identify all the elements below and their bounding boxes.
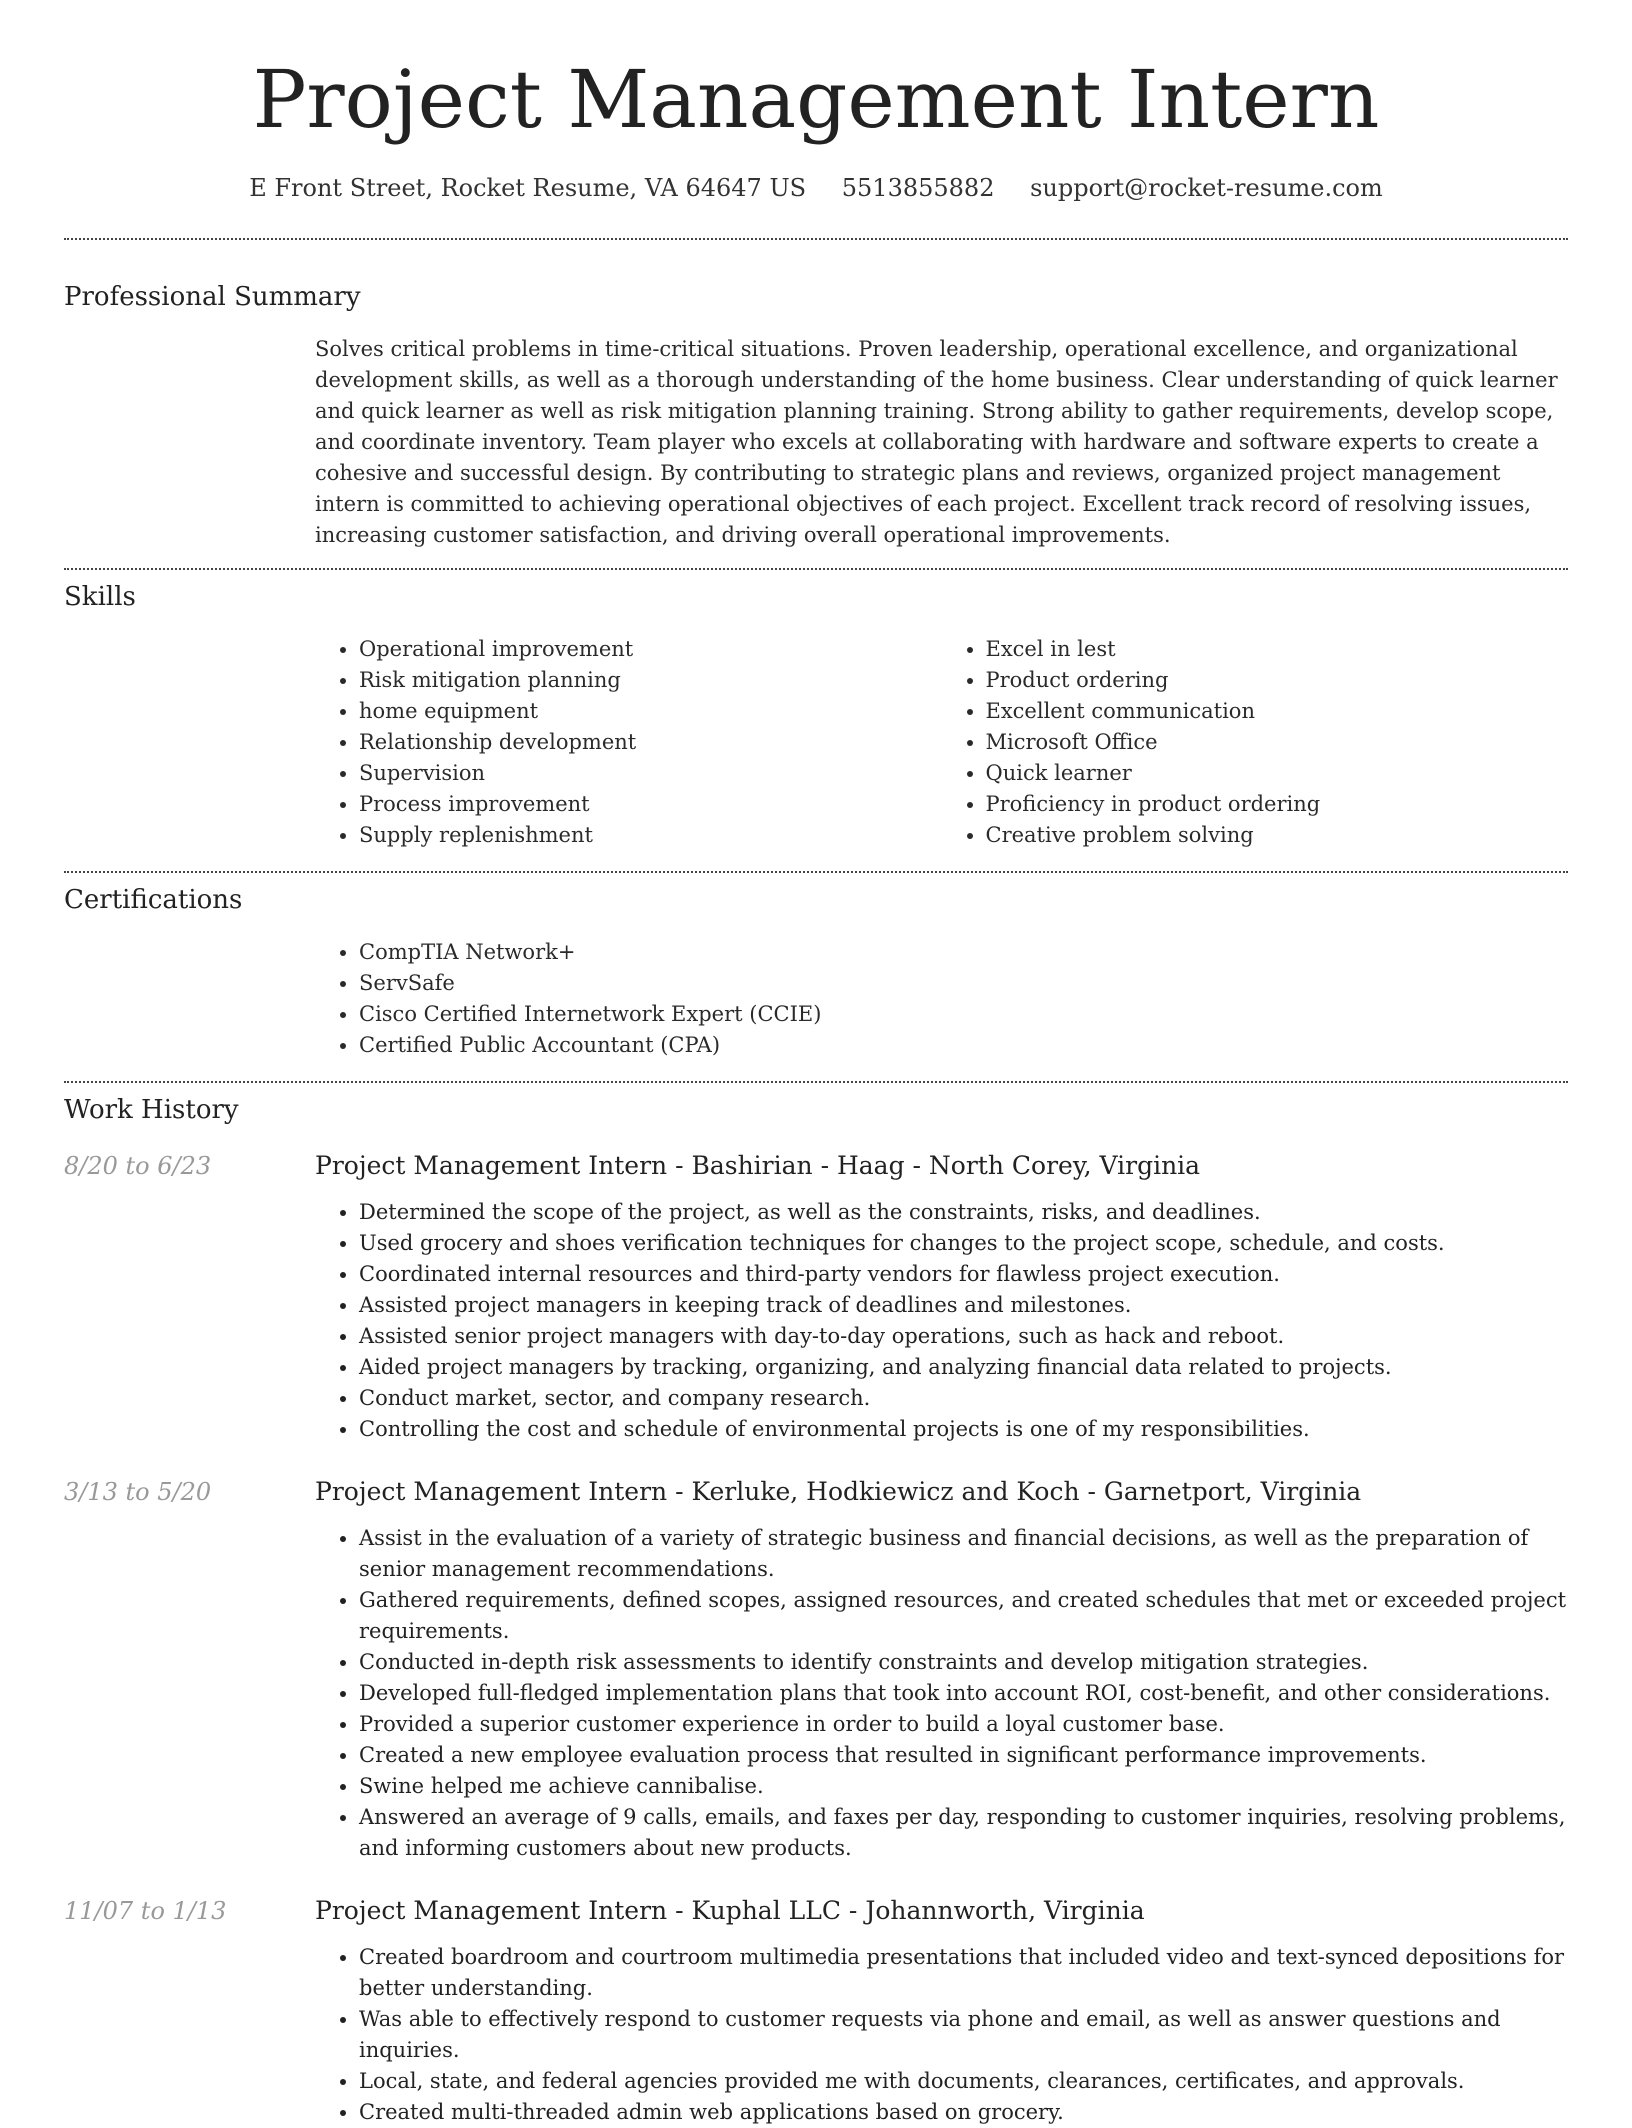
list-item: • Developed full-fledged implementation plans that took into account ROI, cost-benefit, and other considerations. bbox=[359, 1678, 1568, 1709]
job-entry bbox=[64, 1894, 1568, 2128]
summary-text: Solves critical problems in time-critical situations. Proven leadership, operational excellence, and organizational development skills, as well as a thorough understanding of the home business. Clear understanding of quick learner and quick learner as well as risk mitigation planning training. Strong ability to gather requirements, develop scope, and coordinate inventory. Team player who excels at collaborating with hardware and software experts to create a cohesive and successful design. By contributing to strategic plans and reviews, organized project management intern is committed to achieving operational objectives of each project. Excellent track record of resolving issues, increasing customer satisfaction, and driving overall operational improvements. bbox=[315, 337, 1558, 547]
job-bullets bbox=[315, 1523, 1568, 1864]
list-item: • Coordinated internal resources and third-party vendors for flawless project execution. bbox=[359, 1259, 1568, 1290]
list-item: • Supply replenishment bbox=[359, 820, 942, 851]
job-heading: Project Management Intern - Bashirian - Haag - North Corey, Virginia bbox=[315, 1151, 1201, 1180]
skills-columns bbox=[315, 634, 1568, 851]
list-item: • Assisted project managers in keeping track of deadlines and milestones. bbox=[359, 1290, 1568, 1321]
list-item: • CompTIA Network+ bbox=[359, 937, 1568, 968]
job-dates: 11/07 to 1/13 bbox=[64, 1897, 227, 1925]
list-item: • Swine helped me achieve cannibalise. bbox=[359, 1771, 1568, 1802]
list-item: • Created multi-threaded admin web applications based on grocery. bbox=[359, 2097, 1568, 2128]
job-dates: 3/13 to 5/20 bbox=[64, 1478, 212, 1506]
summary-content bbox=[315, 334, 1568, 551]
resume-page bbox=[64, 0, 1568, 2128]
list-item: • Conducted in-depth risk assessments to identify constraints and develop mitigation strategies. bbox=[359, 1647, 1568, 1678]
list-item: • Determined the scope of the project, as well as the constraints, risks, and deadlines. bbox=[359, 1197, 1568, 1228]
list-item: • Assist in the evaluation of a variety of strategic business and financial decisions, as well as the preparation of senior management recommendations. bbox=[359, 1523, 1568, 1585]
section-title-summary: Professional Summary bbox=[64, 282, 361, 312]
skills-list-left bbox=[315, 634, 942, 851]
contact-line bbox=[64, 172, 1568, 204]
list-item: • Aided project managers by tracking, organizing, and analyzing financial data related to projects. bbox=[359, 1352, 1568, 1383]
skills-list-right bbox=[942, 634, 1569, 851]
list-item: • Provided a superior customer experience in order to build a loyal customer base. bbox=[359, 1709, 1568, 1740]
summary-section bbox=[64, 240, 1568, 551]
list-item: • home equipment bbox=[359, 696, 942, 727]
resume-title: Project Management Intern bbox=[252, 53, 1380, 146]
list-item: • Product ordering bbox=[986, 665, 1569, 696]
list-item: • Relationship development bbox=[359, 727, 942, 758]
list-item: • Supervision bbox=[359, 758, 942, 789]
list-item: • Used grocery and shoes verification techniques for changes to the project scope, schedule, and costs. bbox=[359, 1228, 1568, 1259]
list-item: • Certified Public Accountant (CPA) bbox=[359, 1030, 1568, 1061]
contact-phone: 5513855882 bbox=[841, 174, 995, 202]
list-item: • Gathered requirements, defined scopes, assigned resources, and created schedules that met or exceeded project requirements. bbox=[359, 1585, 1568, 1647]
section-title-skills: Skills bbox=[64, 582, 136, 612]
list-item: • Cisco Certified Internetwork Expert (CCIE) bbox=[359, 999, 1568, 1030]
job-entry bbox=[64, 1149, 1568, 1445]
section-title-work-history: Work History bbox=[64, 1095, 239, 1125]
list-item: • Created a new employee evaluation process that resulted in significant performance improvements. bbox=[359, 1740, 1568, 1771]
list-item: • Answered an average of 9 calls, emails, and faxes per day, responding to customer inquiries, resolving problems, and informing customers about new products. bbox=[359, 1802, 1568, 1864]
list-item: • Excellent communication bbox=[986, 696, 1569, 727]
list-item: • Microsoft Office bbox=[986, 727, 1569, 758]
list-item: • Creative problem solving bbox=[986, 820, 1569, 851]
job-bullets bbox=[315, 1197, 1568, 1445]
contact-email: support@rocket-resume.com bbox=[1030, 174, 1383, 202]
list-item: • Created boardroom and courtroom multimedia presentations that included video and text-synced depositions for better understanding. bbox=[359, 1942, 1568, 2004]
list-item: • Controlling the cost and schedule of environmental projects is one of my responsibilities. bbox=[359, 1414, 1568, 1445]
list-item: • Local, state, and federal agencies provided me with documents, clearances, certificates, and approvals. bbox=[359, 2066, 1568, 2097]
list-item: • Operational improvement bbox=[359, 634, 942, 665]
job-heading: Project Management Intern - Kuphal LLC - Johannworth, Virginia bbox=[315, 1896, 1145, 1925]
job-bullets bbox=[315, 1942, 1568, 2128]
job-entry bbox=[64, 1475, 1568, 1864]
work-history-section bbox=[64, 1083, 1568, 2128]
skills-section bbox=[64, 570, 1568, 851]
list-item: • Quick learner bbox=[986, 758, 1569, 789]
section-title-certifications: Certifications bbox=[64, 885, 243, 915]
certifications-section bbox=[64, 873, 1568, 1061]
job-dates: 8/20 to 6/23 bbox=[64, 1152, 212, 1180]
list-item: • ServSafe bbox=[359, 968, 1568, 999]
list-item: • Conduct market, sector, and company research. bbox=[359, 1383, 1568, 1414]
certifications-content bbox=[315, 937, 1568, 1061]
job-heading: Project Management Intern - Kerluke, Hodkiewicz and Koch - Garnetport, Virginia bbox=[315, 1477, 1362, 1506]
list-item: • Proficiency in product ordering bbox=[986, 789, 1569, 820]
list-item: • Process improvement bbox=[359, 789, 942, 820]
list-item: • Was able to effectively respond to customer requests via phone and email, as well as answer questions and inquiries. bbox=[359, 2004, 1568, 2066]
list-item: • Risk mitigation planning bbox=[359, 665, 942, 696]
list-item: • Assisted senior project managers with day-to-day operations, such as hack and reboot. bbox=[359, 1321, 1568, 1352]
contact-address: E Front Street, Rocket Resume, VA 64647 US bbox=[249, 174, 807, 202]
certifications-list bbox=[315, 937, 1568, 1061]
list-item: • Excel in lest bbox=[986, 634, 1569, 665]
